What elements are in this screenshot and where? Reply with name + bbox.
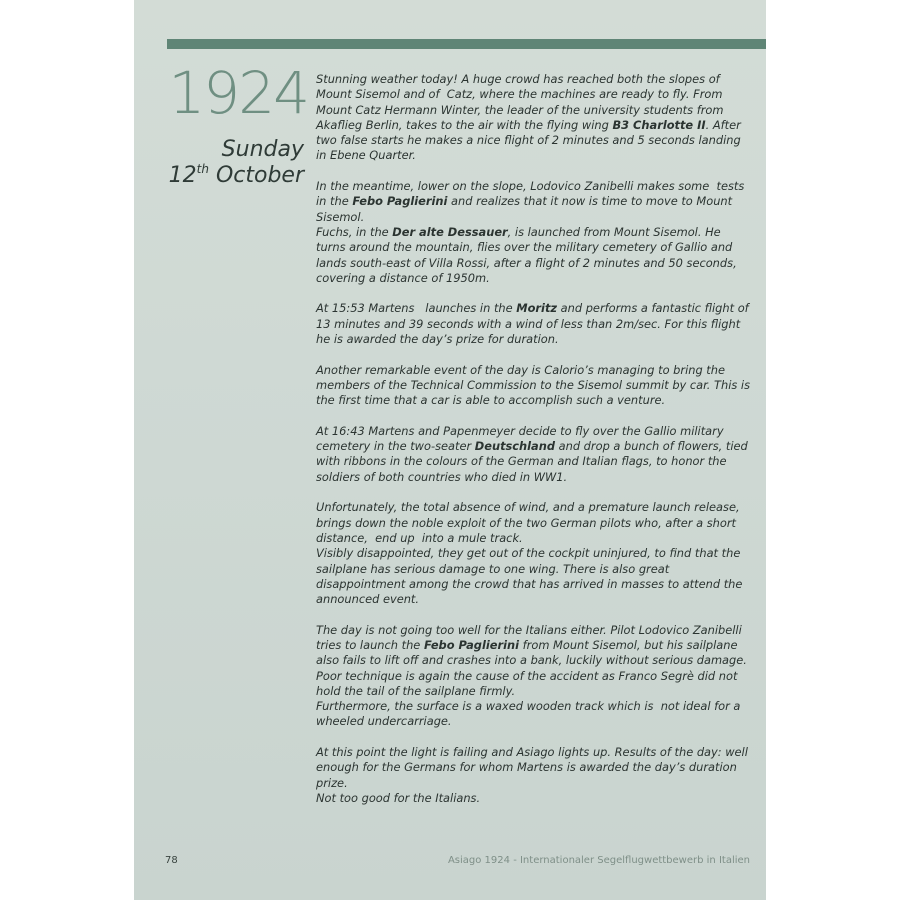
- article-paragraph: At 15:53 Martens launches in the Moritz and performs a fantastic flight of 13 minutes and 39 seconds with a wind of less than 2m/sec. For this flight he is awarded the day’s prize for duration.: [316, 301, 749, 347]
- header-accent-bar: [167, 39, 766, 49]
- article-paragraph: In the meantime, lower on the slope, Lodovico Zanibelli makes some tests in the Febo Paglierini and realizes that it now is time to move to Mount Sisemol. Fuchs, in the Der alte Dessauer, is launched from Mount Sisemol. He turns around the mountain, flies over the military cemetery of Gallio and lands south-east of Villa Rossi, after a flight of 2 minutes and 50 seconds, covering a distance of 1950m.: [316, 179, 745, 285]
- footer-title-sub: Internationaler Segelflugwettbewerb in Italien: [519, 855, 750, 866]
- date-heading: [148, 137, 304, 189]
- article-paragraph: At 16:43 Martens and Papenmeyer decide to fly over the Gallio military cemetery in the two-seater Deutschland and drop a bunch of flowers, tied with ribbons in the colours of the German and Italian flags, to honor the soldiers of both countries who died in WW1.: [316, 423, 748, 484]
- page-number: 78: [165, 855, 178, 866]
- running-footer: [448, 855, 750, 866]
- article-paragraph: Unfortunately, the total absence of wind, and a premature launch release, brings down the noble exploit of the two German pilots who, after a short distance, end up into a mule track. Visibly disappointed, they get out of the cockpit uninjured, to find that the sailplane has serious damage to one wing. There is also great disappointment among the crowd that has arrived in masses to attend the announced event.: [316, 500, 743, 607]
- date-label: [148, 163, 304, 189]
- document-page: [134, 0, 766, 900]
- weekday-label: Sunday: [221, 137, 304, 162]
- article-paragraph: At this point the light is failing and Asiago lights up. Results of the day: well enough for the Germans for whom Martens is awarded the day’s duration prize. Not too good for the Italians.: [316, 745, 748, 805]
- date-suffix: th: [196, 162, 209, 176]
- article-paragraph: The day is not going too well for the Italians either. Pilot Lodovico Zanibelli tries to launch the Febo Paglierini from Mount Sisemol, but his sailplane also fails to lift off and crashes into a bank, luckily without serious damage. Poor technique is again the cause of the accident as Franco Segrè did not hold the tail of the sailplane firmly. Furthermore, the surface is a waxed wooden track which is not ideal for a wheeled undercarriage.: [316, 622, 747, 729]
- date-month: October: [215, 163, 304, 188]
- year-heading: 1924: [168, 59, 308, 127]
- footer-separator: -: [510, 855, 520, 866]
- article-paragraph: Stunning weather today! A huge crowd has reached both the slopes of Mount Sisemol and of Catz, where the machines are ready to fly. From Mount Catz Hermann Winter, the leader of the university students from Akaflieg Berlin, takes to the air with the flying wing B3 Charlotte II. After two false starts he makes a nice flight of 2 minutes and 5 seconds landing in Ebene Quarter.: [316, 72, 741, 163]
- date-day: 12: [168, 163, 197, 188]
- footer-title-main: Asiago 1924: [447, 855, 511, 866]
- article-body: [316, 72, 752, 822]
- article-paragraph: Another remarkable event of the day is Calorio’s managing to bring the members of the Technical Commission to the Sisemol summit by car. This is the first time that a car is able to accomplish such a venture.: [316, 362, 751, 408]
